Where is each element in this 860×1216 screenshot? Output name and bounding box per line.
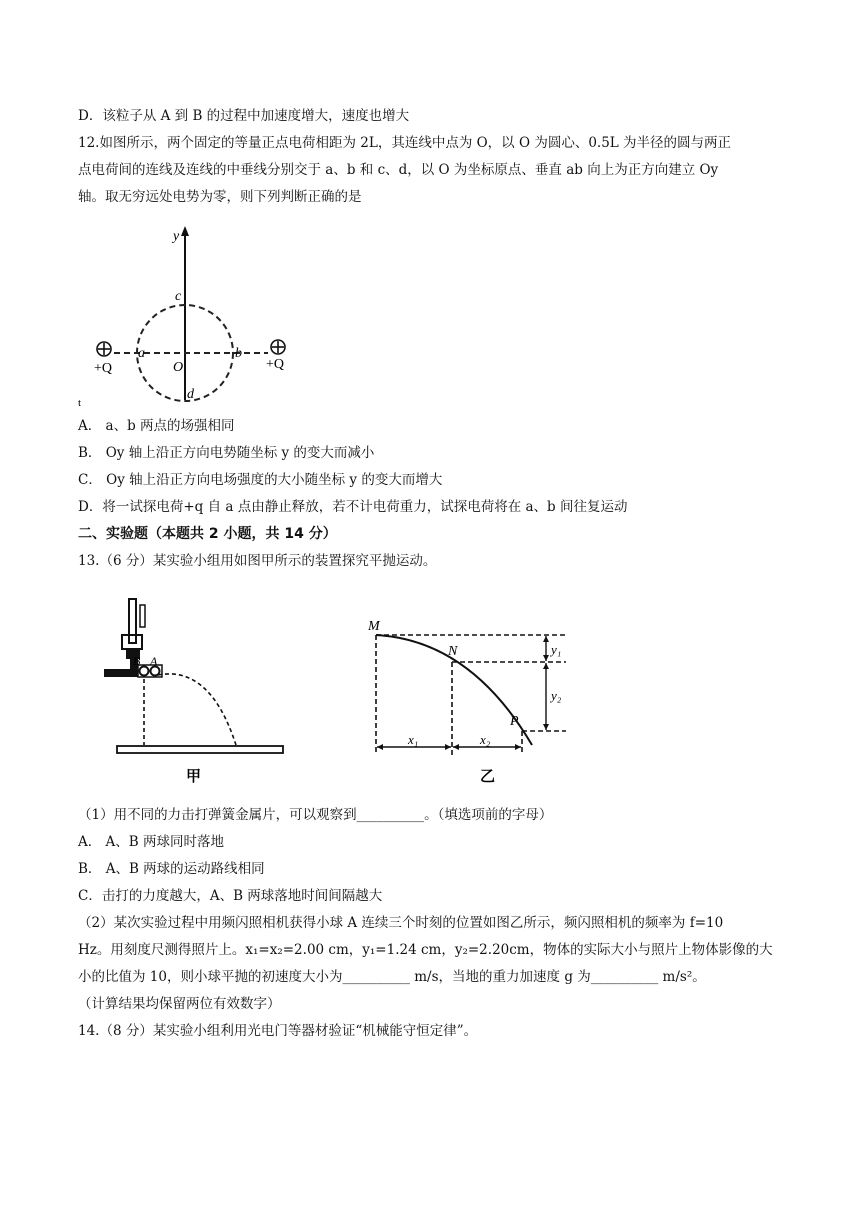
label-charge-left: +Q — [94, 361, 113, 376]
label-d: d — [187, 387, 194, 402]
x2-arrow-right — [515, 744, 521, 750]
right-charge-icon — [271, 340, 285, 354]
q13-figure-jia — [100, 595, 300, 795]
label-p: P — [510, 714, 519, 729]
q12-stem-line3: 轴。取无穷远处电势为零，则下列判断正确的是 — [78, 189, 362, 205]
q12-stem-line2: 点电荷间的连线及连线的中垂线分别交于 a、b 和 c、d，以 O 为坐标原点、垂直 ab 向上为正方向建立 Oy — [78, 162, 719, 178]
q13-option-c: C．击打的力度越大，A、B 两球落地时间间隔越大 — [78, 888, 383, 904]
label-b-ball: B — [133, 654, 141, 668]
q12-option-c: C． Oy 轴上沿正方向电场强度的大小随坐标 y 的变大而增大 — [78, 472, 443, 488]
y-axis-arrow — [181, 226, 189, 236]
label-a-ball: A — [150, 654, 158, 668]
q13-part2-line2: Hz。用刻度尺测得照片上。x₁=x₂=2.00 cm，y₁=1.24 cm，y₂=2.20cm，物体的实际大小与照片上物体影像的大 — [78, 942, 773, 958]
parabolic-path — [158, 674, 236, 745]
q12-option-b: B． Oy 轴上沿正方向电势随坐标 y 的变大而减小 — [78, 445, 375, 461]
x1-arrow-right — [445, 744, 451, 750]
q13-option-b: B． A、B 两球的运动路线相同 — [78, 861, 265, 877]
stand-pole-top — [140, 605, 145, 627]
y2-arrow-down — [543, 724, 549, 730]
q13-part1: （1）用不同的力击打弹簧金属片，可以观察到__________。（填选项前的字母） — [78, 807, 553, 823]
label-yi: 乙 — [480, 767, 496, 785]
left-charge-icon — [97, 342, 111, 356]
q13-figure-yi — [360, 605, 600, 805]
q14-stem: 14.（8 分）某实验小组利用光电门等器材验证“机械能守恒定律”。 — [78, 1023, 478, 1039]
label-y2: y₂ — [551, 688, 562, 703]
y1-arrow-down — [543, 655, 549, 661]
q13-stem: 13.（6 分）某实验小组用如图甲所示的装置探究平抛运动。 — [78, 553, 437, 569]
label-jia: 甲 — [186, 767, 202, 785]
stand-pole — [129, 599, 136, 643]
label-a: a — [138, 346, 145, 361]
q12-option-a: A． a、b 两点的场强相同 — [78, 418, 235, 434]
label-o: O — [173, 360, 184, 375]
label-n: N — [448, 644, 458, 659]
ground-plate — [117, 746, 283, 753]
section-heading: 二、实验题（本题共 2 小题，共 14 分） — [78, 526, 337, 542]
label-y: y — [173, 229, 180, 244]
label-x2: x₂ — [480, 732, 491, 747]
label-y1: y₁ — [551, 642, 562, 657]
q13-part2-line1: （2）某次实验过程中用频闪照相机获得小球 A 连续三个时刻的位置如图乙所示，频闪照相机的频率为 f=10 — [78, 915, 724, 931]
label-x1: x₁ — [408, 732, 419, 747]
y1-arrow-up — [543, 636, 549, 642]
label-charge-right: +Q — [266, 357, 285, 372]
q13-part2-note: （计算结果均保留两位有效数字） — [78, 996, 281, 1012]
label-m: M — [368, 619, 380, 634]
x2-arrow-left — [453, 744, 459, 750]
ball-b — [140, 667, 149, 676]
q12-stem-line1: 12.如图所示，两个固定的等量正点电荷相距为 2L，其连线中点为 O，以 O 为圆心、0.5L 为半径的圆与两正 — [78, 135, 732, 151]
q13-option-a: A． A、B 两球同时落地 — [78, 834, 225, 850]
label-b: b — [235, 346, 242, 361]
label-c: c — [175, 289, 182, 304]
q12-figure — [80, 218, 310, 408]
q12-option-d: D．将一试探电荷+q 自 a 点由静止释放，若不计电荷重力，试探电荷将在 a、b 间往复运动 — [78, 499, 628, 515]
x1-arrow-left — [377, 744, 383, 750]
q11-option-d: D．该粒子从 A 到 B 的过程中加速度增大，速度也增大 — [78, 108, 410, 124]
corner-mark: t — [78, 397, 82, 409]
y2-arrow-up — [543, 663, 549, 669]
q13-part2-line3: 小的比值为 10，则小球平抛的初速度大小为__________ m/s，当地的重力加速度 g 为__________ m/s²。 — [78, 969, 706, 985]
